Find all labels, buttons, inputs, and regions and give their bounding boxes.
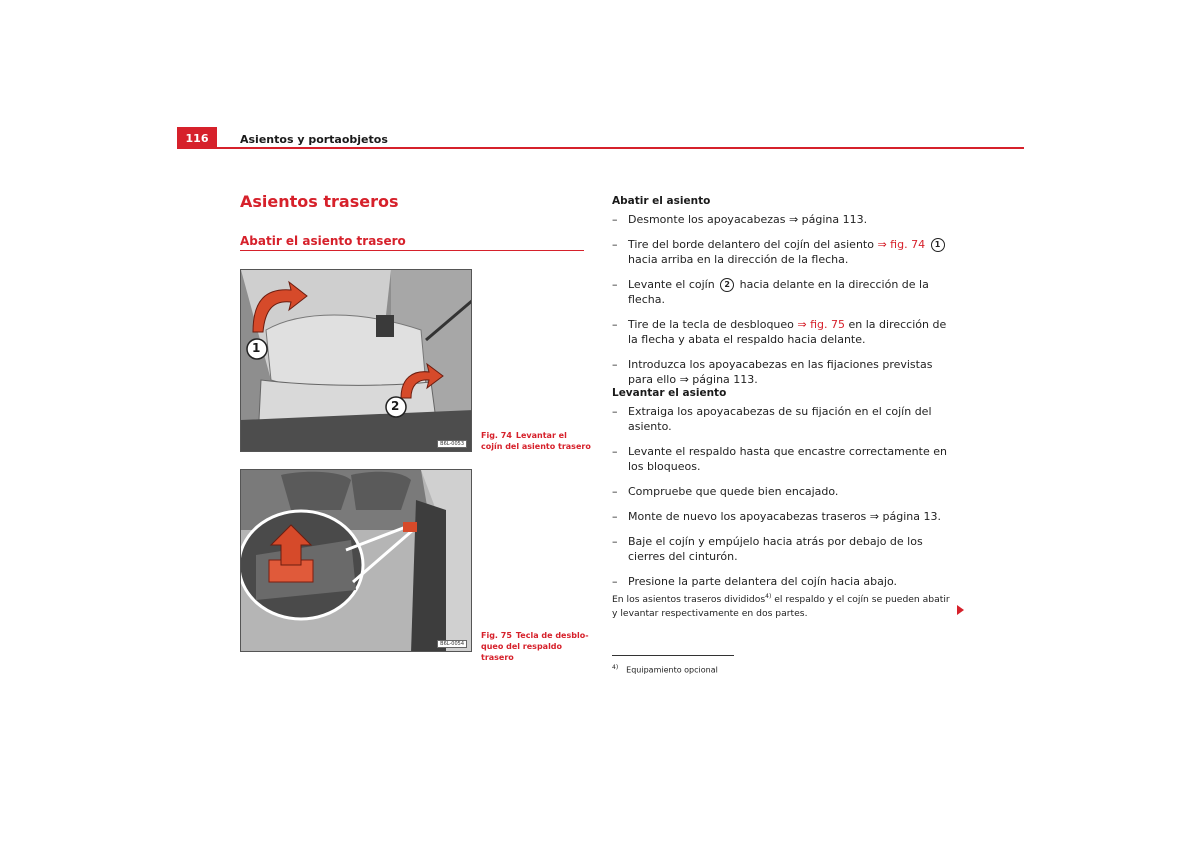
list-item: – Compruebe que quede bien encajado. <box>612 485 839 498</box>
figure-75-image <box>240 469 472 652</box>
rear-seat-cushion-illustration <box>241 270 472 452</box>
figure-74-image <box>240 269 472 452</box>
subsection-rule <box>240 250 584 251</box>
list-item: – Introduzca los apoyacabezas en las fijaciones previstas para ello ⇒ página 113. <box>612 358 933 386</box>
header-rule <box>177 147 1024 149</box>
footnote <box>612 664 718 675</box>
page-number: 116 <box>185 132 209 145</box>
list-item: – Extraiga los apoyacabezas de su fijación en el cojín del asiento. <box>612 405 932 433</box>
list-item: – Monte de nuevo los apoyacabezas traseros ⇒ página 13. <box>612 510 941 523</box>
figure-code: B6L-0053 <box>437 440 467 448</box>
figure-code: B6L-0054 <box>437 640 467 648</box>
note-paragraph: En los asientos traseros divididos$^{4)}$ el respaldo y el cojín se pueden abatir y levantar respectivamente en dos partes. <box>612 593 950 620</box>
figure-label: Fig. 74 <box>481 431 512 440</box>
marker-1: 1 <box>252 341 261 355</box>
list-item: – Presione la parte delantera del cojín hacia abajo. <box>612 575 897 588</box>
caption-text: Tecla de desblo-queo del respaldo trasero <box>481 631 589 662</box>
caption-text: Levantar el cojín del asiento trasero <box>481 431 591 451</box>
footnote-ref: 4) <box>765 593 772 600</box>
footnote-rule <box>612 655 734 656</box>
figure-label: Fig. 75 <box>481 631 512 640</box>
marker-2: 2 <box>391 399 400 413</box>
figure-74-caption <box>481 430 591 452</box>
chapter-title: Asientos y portaobjetos <box>240 133 388 146</box>
figure-75-caption <box>481 630 591 663</box>
list-item: – Levante el cojín 2 hacia delante en la dirección de la flecha. <box>612 278 929 306</box>
fig74-link[interactable]: ⇒ fig. 74 <box>877 238 926 251</box>
release-button-illustration <box>241 470 472 652</box>
marker-1: 1 <box>931 238 945 252</box>
levantar-list <box>612 404 957 599</box>
list-item: – Tire del borde delantero del cojín del asiento ⇒ fig. 74 1 hacia arriba en la dirección de la flecha. <box>612 237 957 267</box>
continue-arrow-icon <box>957 605 964 615</box>
list-item: – Baje el cojín y empújelo hacia atrás por debajo de los cierres del cinturón. <box>612 535 923 563</box>
list-item: – Tire de la tecla de desbloqueo ⇒ fig. 75 en la dirección de la flecha y abata el respaldo hacia delante. <box>612 318 947 346</box>
fig75-link[interactable]: ⇒ fig. 75 <box>797 318 846 331</box>
abatir-list <box>612 212 957 397</box>
footnote-mark: 4) <box>612 664 619 671</box>
list-item: – Desmonte los apoyacabezas ⇒ página 113. <box>612 213 868 226</box>
heading-levantar: Levantar el asiento <box>612 387 727 399</box>
section-title: Asientos traseros <box>240 192 399 211</box>
list-item: – Levante el respaldo hasta que encastre correctamente en los bloqueos. <box>612 445 947 473</box>
heading-abatir: Abatir el asiento <box>612 195 711 207</box>
footnote-text: Equipamiento opcional <box>626 665 718 675</box>
marker-2: 2 <box>720 278 734 292</box>
subsection-title: Abatir el asiento trasero <box>240 234 406 248</box>
